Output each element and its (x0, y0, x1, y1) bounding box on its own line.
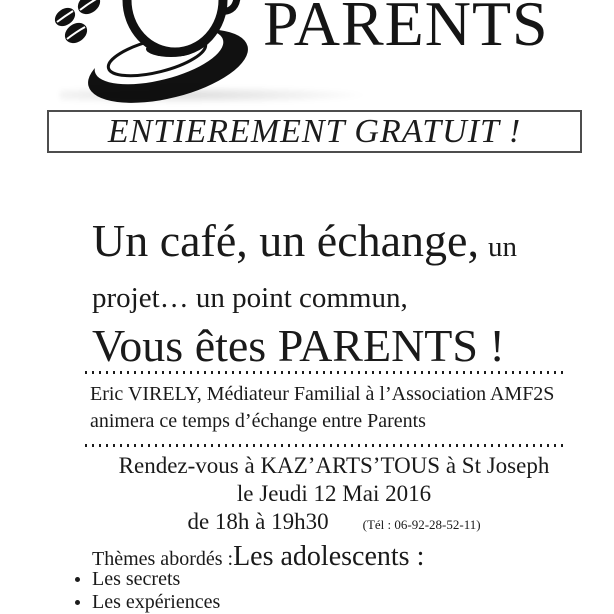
dotted-divider-bottom (85, 444, 563, 447)
dotted-divider-top (85, 371, 563, 374)
list-item: Les expériences (70, 591, 220, 614)
slogan-line-1 (92, 212, 572, 276)
mediator-info (90, 381, 590, 435)
mediator-line-2: animera ce temps d’échange entre Parents (90, 410, 426, 432)
slogan-line-3: Vous êtes PARENTS ! (92, 320, 505, 371)
free-banner (47, 110, 582, 153)
event-time: de 18h à 19h30 (187, 509, 329, 534)
event-details (88, 452, 580, 539)
list-item: Les secrets (70, 568, 220, 591)
mediator-line-1: Eric VIRELY, Médiateur Familial à l’Association AMF2S (90, 383, 555, 405)
themes-topic: Les adolescents : (233, 541, 425, 572)
slogan-line-1-large: Un café, un échange, (92, 215, 479, 266)
event-phone: (Tél : 06-92-28-52-11) (362, 517, 481, 532)
themes-label: Thèmes abordés : (92, 548, 234, 570)
themes-list (70, 568, 220, 614)
page-title: PARENTS (263, 0, 549, 59)
coffee-beans-icon (51, 0, 104, 47)
event-venue: Rendez-vous à KAZ’ARTS’TOUS à St Joseph (118, 453, 550, 478)
slogan-line-2: projet… un point commun, (92, 282, 408, 314)
logo-shadow (60, 86, 370, 104)
free-banner-text: ENTIEREMENT GRATUIT ! (107, 112, 522, 150)
event-time-row (88, 508, 580, 539)
slogan-line-1-small: un (487, 231, 517, 263)
event-date: le Jeudi 12 Mai 2016 (236, 481, 432, 506)
intro-slogan (92, 212, 572, 372)
